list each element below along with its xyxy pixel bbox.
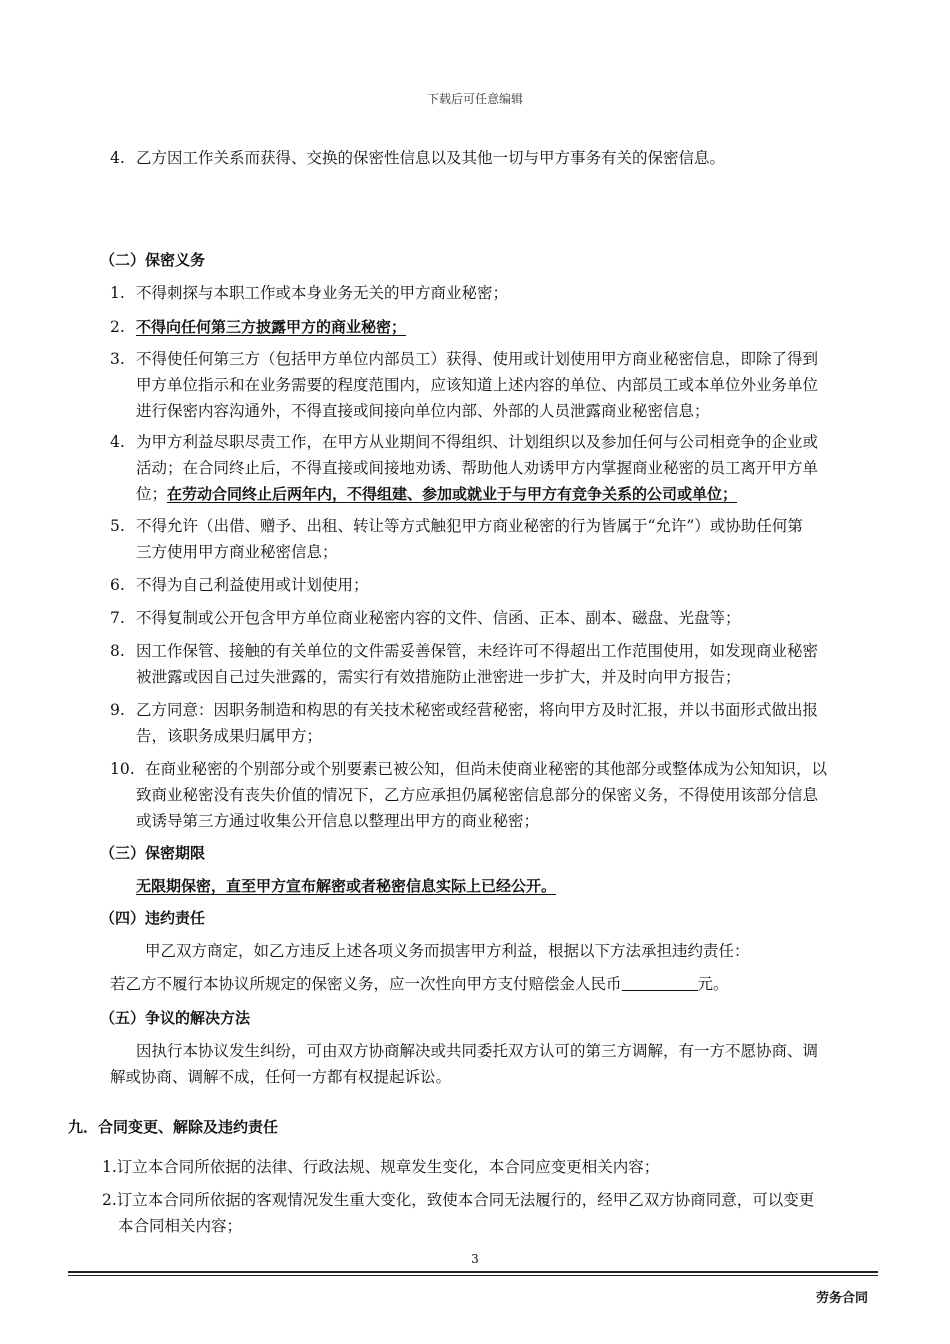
footer-rule [68, 1271, 878, 1273]
list-item: 8. 因工作保管、接触的有关单位的文件需妥善保管，未经许可不得超出工作范围使用，如发现商业秘密 被泄露或因自己过失泄露的，需实行有效措施防止泄密进一步扩大，并及时向甲方报告； [110, 642, 819, 686]
list-item: 3. 不得使任何第三方（包括甲方单位内部员工）获得、使用或计划使用甲方商业秘密信息，即除了得到 甲方单位指示和在业务需要的程度范围内，应该知道上述内容的单位、内部员工或本单位外业务单位 进行保密内容沟通外，不得直接或间接向单位内部、外部的人员泄露商业秘密信息； [110, 350, 819, 420]
footer-rule [68, 1275, 878, 1276]
paragraph: 若乙方不履行本协议所规定的保密义务，应一次性向甲方支付赔偿金人民币 元。 [110, 975, 729, 993]
footer-title: 劳务合同 [815, 1291, 868, 1306]
list-item: 1.订立本合同所依据的法律、行政法规、规章发生变化，本合同应变更相关内容； [102, 1158, 660, 1176]
paragraph: 因执行本协议发生纠纷，可由双方协商解决或共同委托双方认可的第三方调解，有一方不愿协商、调 [136, 1042, 819, 1060]
section-heading: （五）争议的解决方法 [100, 1009, 251, 1027]
list-item: 9. 乙方同意：因职务制造和构思的有关技术秘密或经营秘密，将向甲方及时汇报，并以书面形式做出报 告，该职务成果归属甲方； [110, 701, 819, 745]
list-item: 2. 不得向任何第三方披露甲方的商业秘密； [110, 318, 407, 336]
list-item: 4. 为甲方利益尽职尽责工作，在甲方从业期间不得组织、计划组织以及参加任何与公司相竞争的企业或 活动；在合同终止后，不得直接或间接地劝诱、帮助他人劝诱甲方内掌握商业秘密的员工离开甲方单 位；在劳动合同终止后两年内，不得组建、参加或就业于与甲方有竞争关系的公司或单位； [110, 433, 819, 503]
page-number: 3 [471, 1252, 479, 1266]
amount-blank [622, 974, 698, 991]
section-heading: （三）保密期限 [100, 844, 206, 862]
section-heading: 九．合同变更、解除及违约责任 [68, 1118, 279, 1136]
paragraph: 甲乙双方商定，如乙方违反上述各项义务而损害甲方利益，根据以下方法承担违约责任： [145, 942, 750, 960]
section-heading: （四）违约责任 [100, 909, 206, 927]
section-heading: （二）保密义务 [100, 251, 206, 269]
list-item: 1. 不得刺探与本职工作或本身业务无关的甲方商业秘密； [110, 284, 509, 302]
list-item-continuation: 本合同相关内容； [118, 1217, 243, 1235]
list-item: 6. 不得为自己利益使用或计划使用； [110, 576, 369, 594]
list-item: 4. 乙方因工作关系而获得、交换的保密性信息以及其他一切与甲方事务有关的保密信息。 [110, 149, 726, 167]
page-header: 下载后可任意编辑 [426, 92, 523, 106]
list-item: 2.订立本合同所依据的客观情况发生重大变化，致使本合同无法履行的，经甲乙双方协商同意，可以变更 [102, 1191, 815, 1209]
paragraph: 无限期保密，直至甲方宣布解密或者秘密信息实际上已经公开。 [136, 877, 557, 895]
list-item: 7. 不得复制或公开包含甲方单位商业秘密内容的文件、信函、正本、副本、磁盘、光盘等； [110, 609, 741, 627]
list-item: 5. 不得允许（出借、赠予、出租、转让等方式触犯甲方商业秘密的行为皆属于“允许”）或协助任何第 三方使用甲方商业秘密信息； [110, 517, 803, 561]
list-item: 10. 在商业秘密的个别部分或个别要素已被公知，但尚未使商业秘密的其他部分或整体成为公知知识，以 致商业秘密没有丧失价值的情况下，乙方应承担仍属秘密信息部分的保密义务，不得使用该部分信息 或诱导第三方通过收集公开信息以整理出甲方的商业秘密； [110, 760, 828, 830]
paragraph: 解或协商、调解不成，任何一方都有权提起诉讼。 [110, 1068, 452, 1086]
